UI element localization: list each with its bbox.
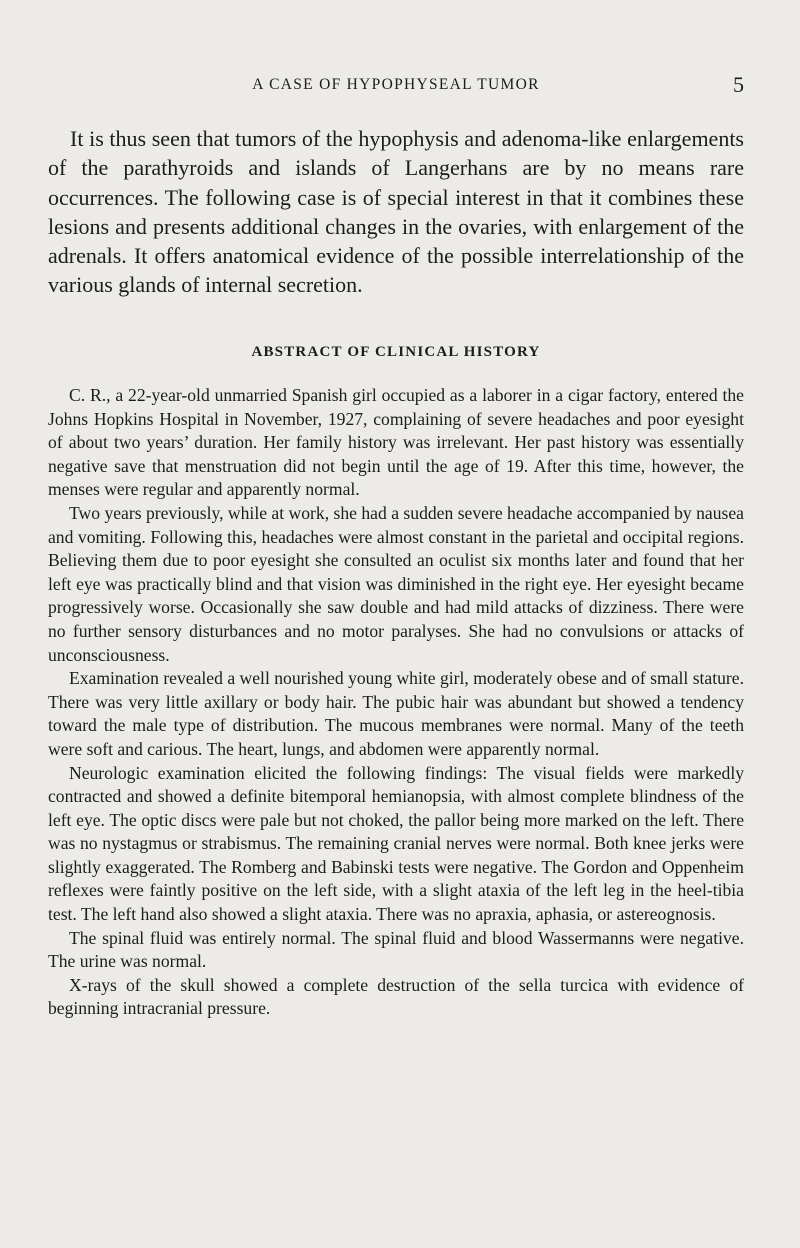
paragraph-patient-history: C. R., a 22-year-old unmarried Spanish girl occupied as a laborer in a cigar factory, entered the Johns Hopkins Hospital in November, 1927, complaining of severe headaches and poor eyesight of about two years’ duration. Her family history was irrelevant. Her past history was essentially negative save that menstruation did not begin until the age of 19. After this time, however, the menses were regular and apparently normal.: [48, 385, 744, 500]
paragraph-examination: Examination revealed a well nourished young white girl, moderately obese and of small stature. There was very little axillary or body hair. The pubic hair was abundant but showed a tendency toward the male type of distribution. The mucous membranes were normal. Many of the teeth were soft and carious. The heart, lungs, and abdomen were apparently normal.: [48, 668, 744, 759]
running-title: A CASE OF HYPOPHYSEAL TUMOR: [252, 76, 540, 93]
section-heading: ABSTRACT OF CLINICAL HISTORY: [251, 344, 541, 360]
running-head: [48, 72, 744, 98]
paragraph-x-rays: X-rays of the skull showed a complete destruction of the sella turcica with evidence of beginning intracranial pressure.: [48, 974, 744, 1019]
clinical-history-body: [48, 384, 744, 1021]
paragraph-spinal-fluid: The spinal fluid was entirely normal. The spinal fluid and blood Wassermanns were negative. The urine was normal.: [48, 927, 744, 972]
paragraph-neurologic-exam: Neurologic examination elicited the following findings: The visual fields were markedly contracted and showed a definite bitemporal hemianopsia, with almost complete blindness of the left eye. The optic discs were pale but not choked, the pallor being more marked on the left. There was no nystagmus or strabismus. The remaining cranial nerves were normal. Both knee jerks were slightly exaggerated. The Romberg and Babinski tests were negative. The Gordon and Oppenheim reflexes were faintly positive on the left side, with a slight ataxia of the left leg in the heel-tibia test. The left hand also showed a slight ataxia. There was no apraxia, aphasia, or astereognosis.: [48, 762, 744, 925]
paragraph-onset-symptoms: Two years previously, while at work, she had a sudden severe headache accompanied by nausea and vomiting. Following this, headaches were almost constant in the parietal and occipital regions. Believing them due to poor eyesight she consulted an oculist six months later and found that her left eye was practically blind and that vision was diminished in the right eye. Her eyesight became progressively worse. Occasionally she saw double and had mild attacks of dizziness. There were no further sensory disturbances and no motor paralyses. She had no convulsions or attacks of unconsciousness.: [48, 502, 744, 665]
page-number: 5: [733, 72, 744, 97]
intro-paragraph: It is thus seen that tumors of the hypophysis and adenoma-like enlargements of the parathyroids and islands of Langerhans are by no means rare occurrences. The following case is of special interest in that it combines these lesions and presents additional changes in the ovaries, with enlargement of the adrenals. It offers anatomical evidence of the possible interrelationship of the various glands of internal secretion.: [48, 126, 744, 298]
